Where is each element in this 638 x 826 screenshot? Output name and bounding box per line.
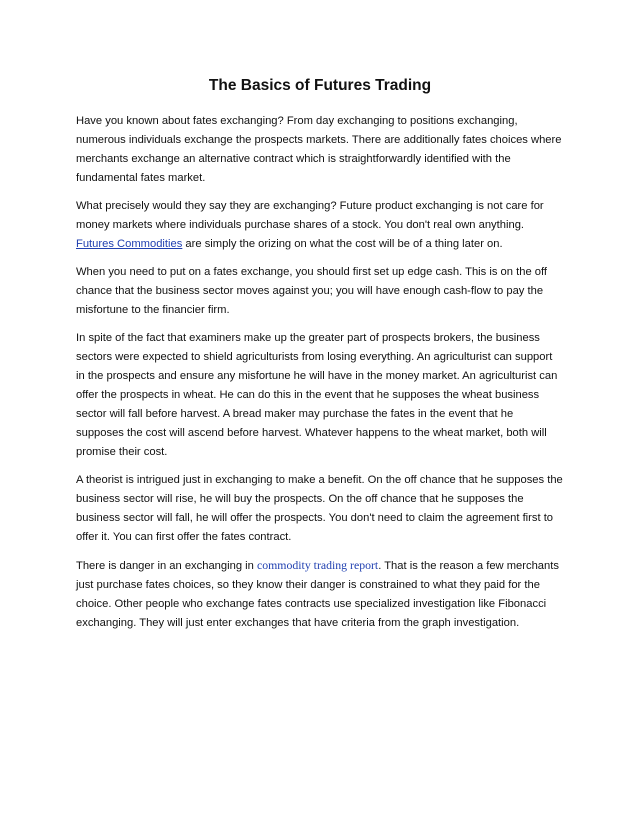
paragraph-2 [76, 197, 564, 254]
paragraph-1: Have you known about fates exchanging? From day exchanging to positions exchanging, numerous individuals exchange the prospects markets. There are additionally fates choices where merchants exchange an alternative contract which is straightforwardly identified with the fundamental fates market. [76, 115, 562, 184]
paragraph-5: A theorist is intrigued just in exchanging to make a benefit. On the off chance that he supposes the business sector will rise, he will buy the prospects. On the off chance that he supposes the business sector will fall, he will offer the prospects. You don't need to claim the agreement first to offer it. You can first offer the fates contract. [76, 474, 563, 543]
commodity-trading-report-link[interactable]: commodity trading report [256, 558, 379, 572]
document-title: The Basics of Futures Trading [208, 77, 432, 94]
paragraph-3: When you need to put on a fates exchange, you should first set up edge cash. This is on the off chance that the business sector moves against you; you will have enough cash-flow to pay the misfortune to the financier firm. [76, 266, 548, 316]
futures-commodities-link[interactable]: Futures Commodities [76, 238, 183, 250]
paragraph-4: In spite of the fact that examiners make up the greater part of prospects brokers, the business sectors were expected to shield agriculturists from losing everything. An agriculturist can support in the prospects and ensure any misfortune he will have in the money market. An agriculturist can offer the prospects in wheat. He can do this in the event that he supposes the wheat business sector will fall before harvest. A bread maker may purchase the fates in the event that he supposes the cost will ascend before harvest. Whatever happens to the wheat market, both will promise their cost. [76, 332, 558, 458]
paragraph-6-text-start: There is danger in an exchanging in [76, 560, 257, 572]
paragraph-6 [76, 556, 564, 633]
paragraph-2-text-start: What precisely would they say they are exchanging? Future product exchanging is not care for money markets where individuals purchase shares of a stock. You don't real own anything. [76, 200, 544, 231]
paragraph-2-text-end: are simply the orizing on what the cost will be of a thing later on. [182, 238, 503, 250]
paragraph-6-text-end: . That is the reason a few merchants just purchase fates choices, so they know their danger is constrained to what they paid for the choice. Other people who exchange fates contracts use specialized investigation like Fibonacci exchanging. They will just enter exchanges that have criteria from the graph investigation. [76, 560, 559, 629]
